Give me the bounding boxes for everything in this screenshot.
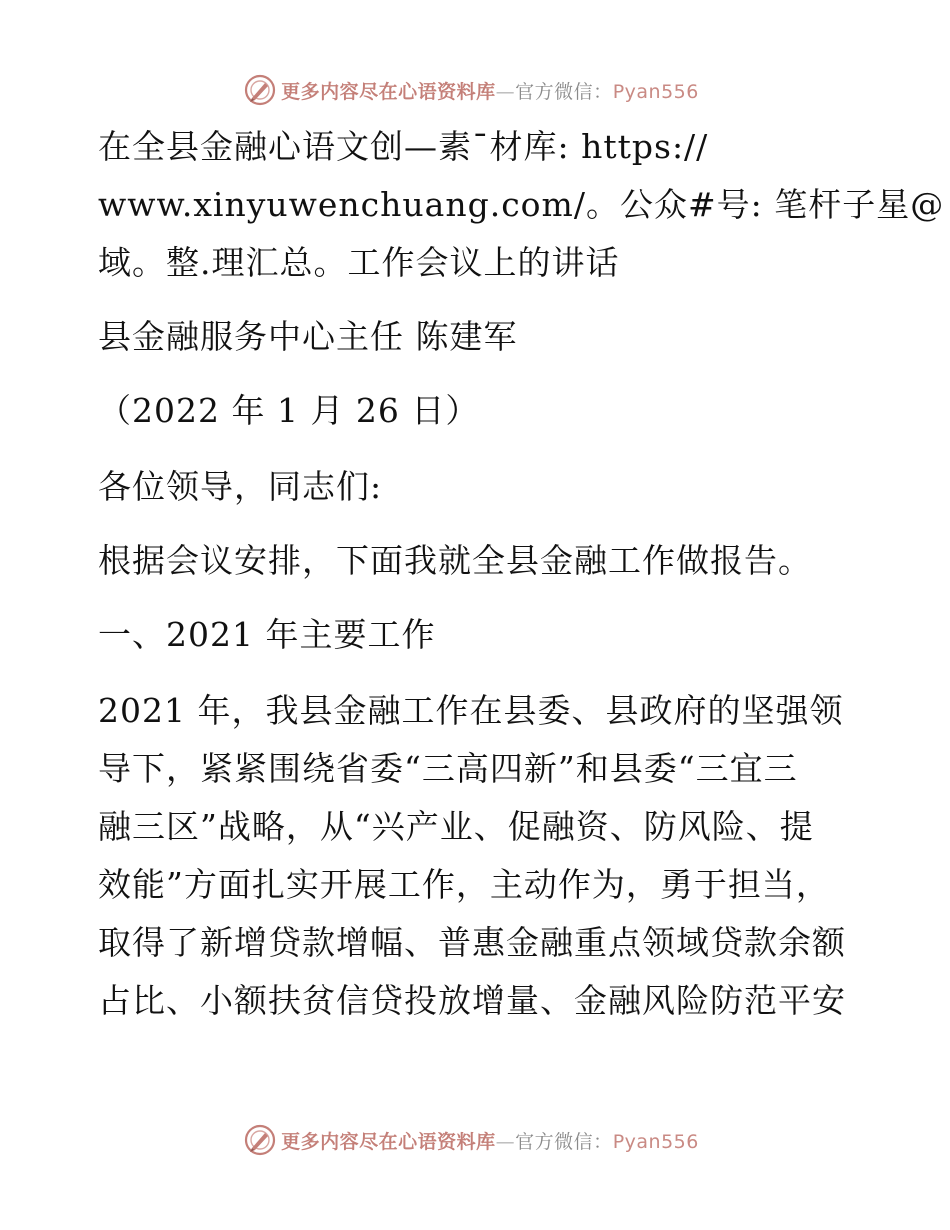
body-line: 融三区”战略，从“兴产业、促融资、防风险、提	[98, 807, 814, 846]
watermark-text	[281, 1127, 699, 1154]
body-line: 效能”方面扎实开展工作，主动作为，勇于担当，	[98, 865, 830, 904]
watermark-separator: —	[495, 80, 516, 103]
body-paragraph	[98, 682, 846, 1030]
body-line: 取得了新增贷款增幅、普惠金融重点领域贷款余额	[98, 923, 846, 962]
intro-line: 域。整.理汇总。工作会议上的讲话	[98, 243, 620, 282]
watermark-wechat-id: Pyan556	[612, 1130, 699, 1153]
watermark-wechat-id: Pyan556	[612, 80, 699, 103]
salutation: 各位领导，同志们:	[98, 467, 383, 506]
body-line: 占比、小额扶贫信贷投放增量、金融风险防范平安	[98, 981, 846, 1020]
section-heading: 一、2021 年主要工作	[98, 615, 436, 654]
speech-date: （2022 年 1 月 26 日）	[98, 391, 480, 430]
quill-pen-logo-icon	[243, 73, 277, 107]
intro-line: www.xinyuwenchuang.com/。公众#号: 笔杆子星@	[98, 185, 945, 224]
watermark-text	[281, 77, 699, 104]
watermark-wechat-label: 官方微信：	[515, 80, 613, 103]
watermark-bold-text: 更多内容尽在心语资料库	[281, 1130, 496, 1153]
watermark-bold-text: 更多内容尽在心语资料库	[281, 80, 496, 103]
body-line: 2021 年，我县金融工作在县委、县政府的坚强领	[98, 691, 844, 730]
opening-paragraph: 根据会议安排，下面我就全县金融工作做报告。	[98, 541, 812, 580]
watermark-wechat-label: 官方微信：	[515, 1130, 613, 1153]
intro-paragraph	[98, 118, 944, 292]
intro-line: 在全县金融心语文创—素¯材库: https://	[98, 127, 709, 166]
quill-pen-logo-icon	[243, 1123, 277, 1157]
watermark-separator: —	[495, 1130, 516, 1153]
speaker-line: 县金融服务中心主任 陈建军	[98, 317, 518, 356]
header-watermark	[0, 70, 950, 110]
body-line: 导下，紧紧围绕省委“三高四新”和县委“三宜三	[98, 749, 798, 788]
footer-watermark	[0, 1120, 950, 1160]
